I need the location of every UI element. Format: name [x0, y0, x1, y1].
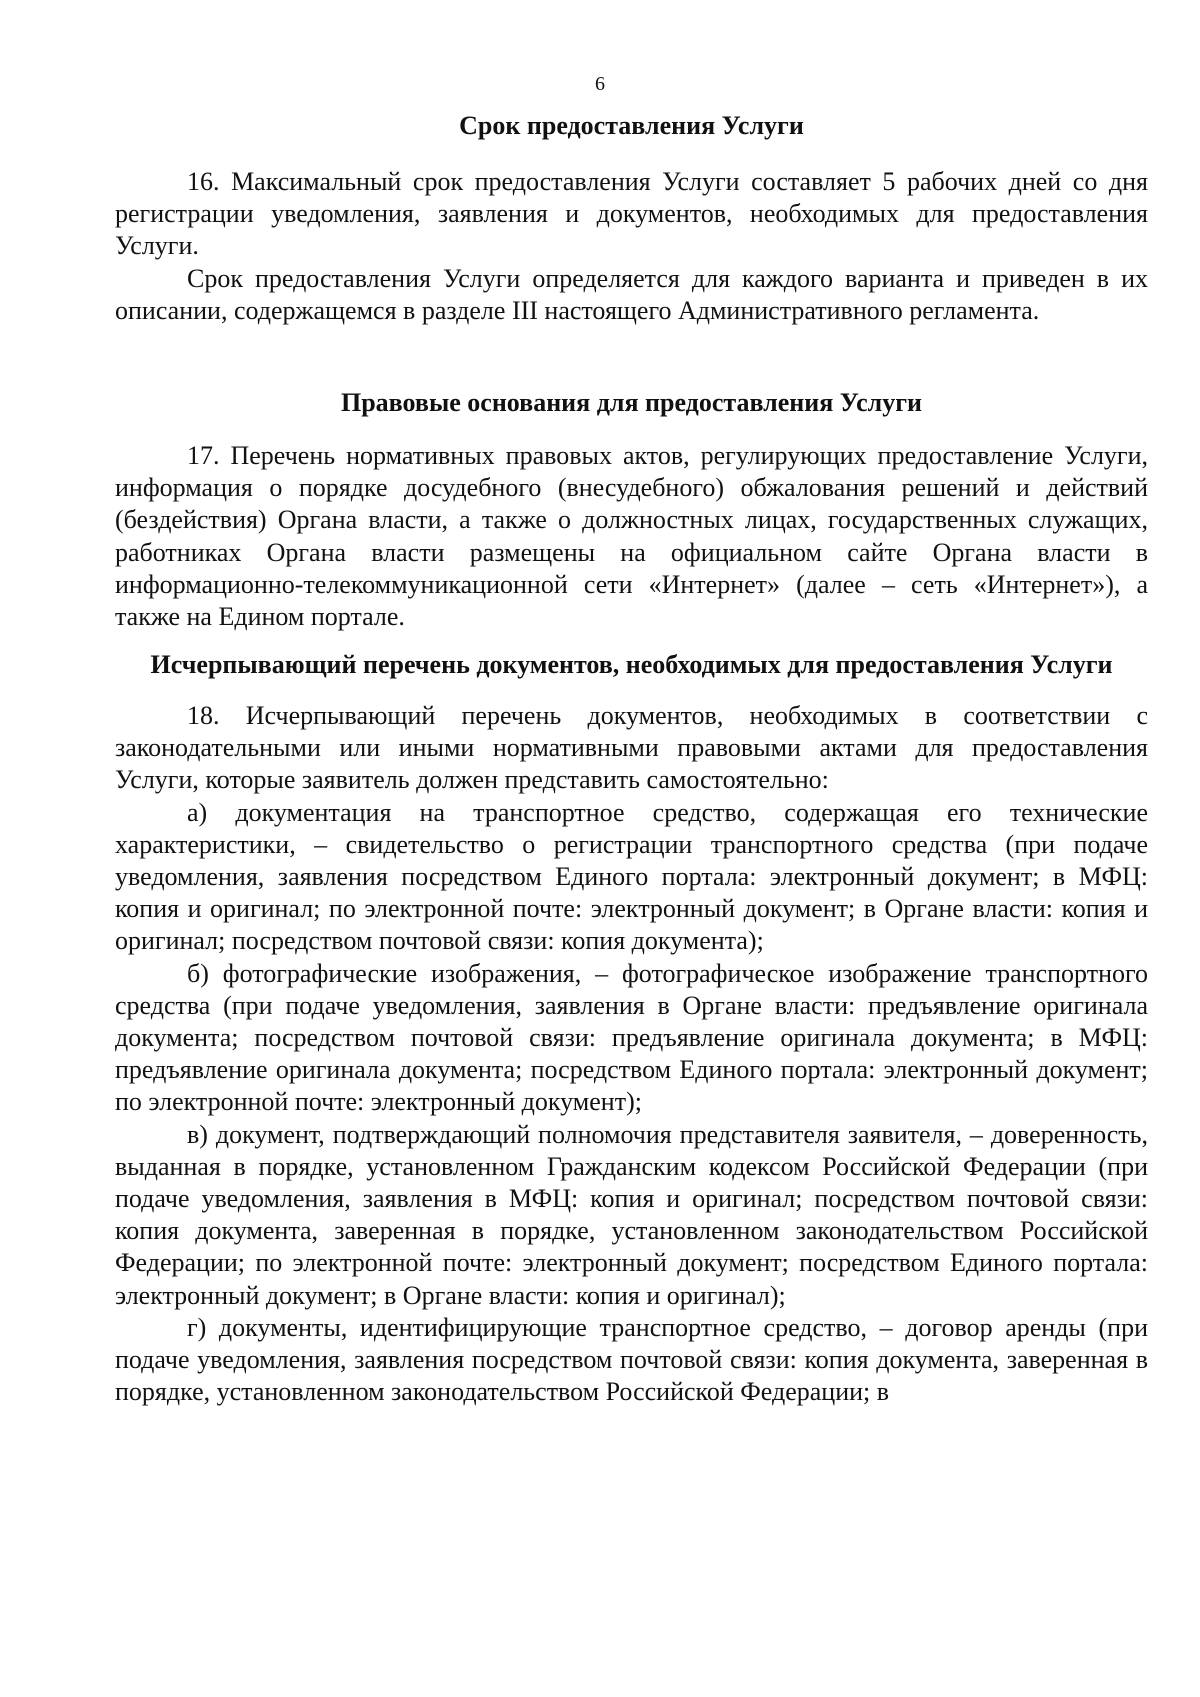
list-item-a: а) документация на транспортное средство, содержащая его технические характеристики, – свидетельство о регистрации транспортного средства (при подаче уведомления, заявления посредством Единого портала: электронный документ; в МФЦ: копия и оригинал; по электронной почте: электронный документ; в Органе власти: копия и оригинал; посредством почтовой связи: копия документа); [115, 797, 1148, 956]
paragraph-18: 18. Исчерпывающий перечень документов, необходимых в соответствии с законодательными или иными нормативными правовыми актами для предоставления Услуги, которые заявитель должен представить самостоятельно: [115, 701, 1148, 795]
list-item-g: г) документы, идентифицирующие транспортное средство, – договор аренды (при подаче уведомления, заявления посредством почтовой связи: копия документа, заверенная в порядке, установленном законодательством Российской Федерации; в [115, 1312, 1148, 1407]
section-heading: Исчерпывающий перечень документов, необходимых для предоставления Услуги [150, 650, 1113, 679]
list-item-v: в) документ, подтверждающий полномочия представителя заявителя, – доверенность, выданная в порядке, установленном Гражданским кодексом Российской Федерации (при подаче уведомления, заявления в МФЦ: копия и оригинал; посредством почтовой связи: копия документа, заверенная в порядке, установленном законодательством Российской Федерации; по электронной почте: электронный документ; посредством Единого портала: электронный документ; в Органе власти: копия и оригинал); [115, 1119, 1148, 1310]
paragraph-17: 17. Перечень нормативных правовых актов, регулирующих предоставление Услуги, информация о порядке досудебного (внесудебного) обжалования решений и действий (бездействия) Органа власти, а также о должностных лицах, государственных служащих, работниках Органа власти размещены на официальном сайте Органа власти в информационно-телекоммуникационной сети «Интернет» (далее – сеть «Интернет»), а также на Едином портале. [115, 441, 1148, 632]
list-item-b: б) фотографические изображения, – фотографическое изображение транспортного средства (при подаче уведомления, заявления в Органе власти: предъявление оригинала документа; посредством почтовой связи: предъявление оригинала документа; в МФЦ: предъявление оригинала документа; посредством Единого портала: электронный документ; по электронной почте: электронный документ); [115, 958, 1148, 1117]
section-term [115, 110, 1148, 327]
section-documents [115, 649, 1148, 1408]
section-legal-basis [115, 387, 1148, 633]
section-heading: Срок предоставления Услуги [459, 111, 804, 140]
section-heading: Правовые основания для предоставления Услуги [341, 388, 922, 417]
paragraph-term-note: Срок предоставления Услуги определяется для каждого варианта и приведен в их описании, содержащемся в разделе III настоящего Административного регламента. [115, 263, 1148, 325]
paragraph-16: 16. Максимальный срок предоставления Услуги составляет 5 рабочих дней со дня регистрации уведомления, заявления и документов, необходимых для предоставления Услуги. [115, 167, 1148, 261]
page-number: 6 [595, 73, 605, 95]
